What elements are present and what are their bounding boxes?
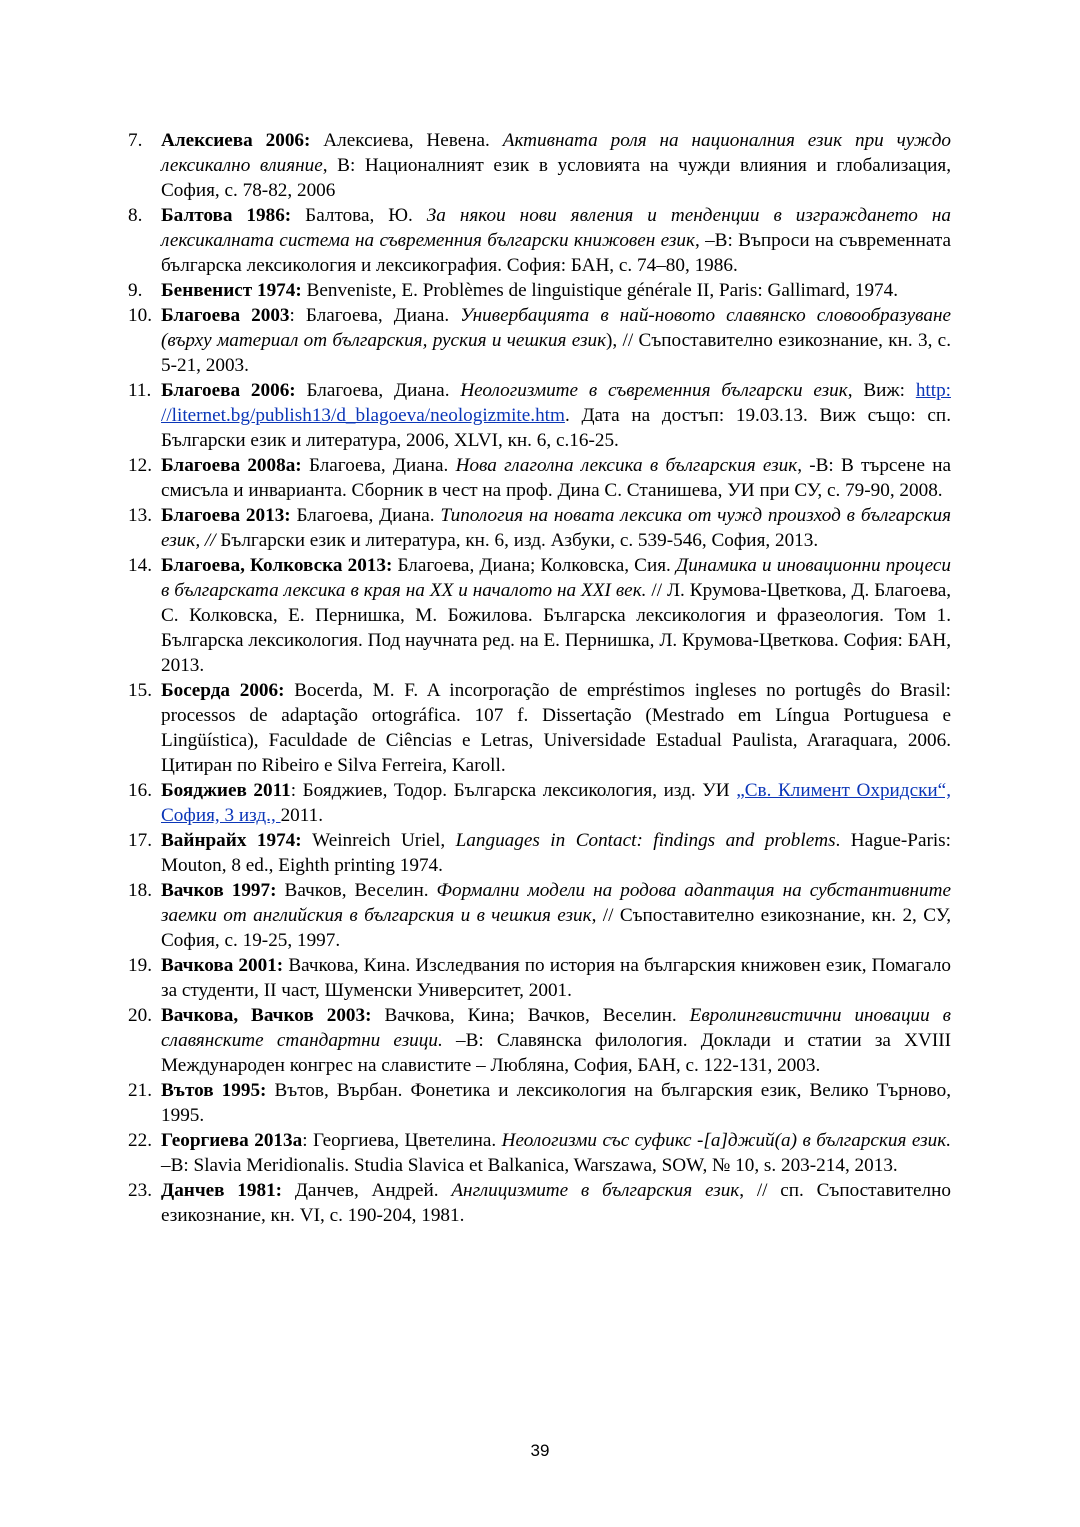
entry-title: Универбацията в най-новото славянско словообразуване (върху материал от българския, руския и чешкия език (161, 305, 952, 351)
entry-title: Languages in Contact: findings and problems (455, 830, 836, 851)
entry-number: 13. (128, 505, 152, 526)
entry-title: Нова глаголна лексика в българския език (455, 455, 798, 476)
entry-citation-key: Вачкова, Вачков 2003: (161, 1005, 372, 1026)
entry-author-text: Балтова, Ю. (291, 205, 427, 226)
entry-publication: Български език и литература, кн. 6, изд. Азбуки, с. 539-546, София, 2013. (215, 530, 819, 551)
entry-author-text: Благоева, Диана. (290, 505, 441, 526)
entry-citation-key: Боcерда 2006: (161, 680, 285, 701)
entry-publication: // Л. Крумова-Цветкова, Д. Благоева, С. Колковска, Е. Пернишка, М. Божилова. Българска лексикология и фразеология. Том 1. Българска лексикология. Под научната ред. на Е. Пернишка, Л. Крумова-Цветкова. София: БАН, 2013. (161, 580, 952, 676)
bibliography-entry (128, 553, 951, 678)
entry-number: 8. (128, 205, 143, 226)
entry-publication: , –В: Въпроси на съвременната българска лексикология и лексикография. София: БАН, с. 74–80, 1986. (161, 230, 951, 276)
entry-citation-key: Благоева 2008а: (161, 455, 302, 476)
entry-title: Активната роля на националния език при чуждо лексикално влияние (161, 130, 951, 176)
entry-number: 10. (128, 305, 152, 326)
entry-number: 17. (128, 830, 152, 851)
entry-title: Англицизмите в българския език (451, 1180, 740, 1201)
entry-number: 20. (128, 1005, 152, 1026)
bibliography-list (128, 128, 951, 1228)
entry-publication: , -В: В търсене на смисъла и инварианта. Сборник в чест на проф. Дина С. Станишева, УИ при СУ, с. 79-90, 2008. (161, 455, 951, 501)
entry-number: 15. (128, 680, 152, 701)
entry-number: 11. (128, 380, 152, 401)
entry-author-text: Благоева, Диана; Колковска, Сия. (392, 555, 676, 576)
bibliography-entry (128, 378, 951, 453)
entry-title: Динамика и иновационни процеси в българската лексика в края на XX и началото на XXI век. (161, 555, 951, 601)
entry-publication: ), // Съпоставително езикознание, кн. 3, с. 5-21, 2003. (161, 330, 951, 376)
entry-publication: –В: Славянска филология. Доклади и статии за XVIII Международен конгрес на славистите – Любляна, София, БАН, с. 122-131, 2003. (161, 1030, 951, 1076)
bibliography-entry (128, 278, 951, 303)
bibliography-entry (128, 203, 951, 278)
entry-publication: , В: Националният език в условията на чужди влияния и глобализация, София, с. 78-82, 2006 (161, 155, 952, 201)
bibliography-entry (128, 778, 951, 828)
entry-author-text: Благоева, Диана. (295, 380, 461, 401)
bibliography-entry (128, 1128, 951, 1178)
entry-citation-key: Алексиева 2006: (161, 130, 311, 151)
entry-number: 9. (128, 280, 143, 301)
bibliography-entry (128, 303, 951, 378)
entry-publication: , Виж: (847, 380, 916, 401)
entry-citation-key: Вачкова 2001: (161, 955, 284, 976)
entry-citation-key: Благоева 2013: (161, 505, 291, 526)
entry-author-text: Благоева, Диана. (301, 455, 456, 476)
entry-citation-key: Бояджиев 2011 (161, 780, 291, 801)
entry-citation-key: Благоева 2006: (161, 380, 296, 401)
entry-citation-key: Вайнрайх 1974: (161, 830, 302, 851)
entry-publication: –В: Slavia Meridionalis. Studia Slavica et Balkanica, Warszawa, SOW, № 10, s. 203-214, 2013. (161, 1155, 898, 1176)
entry-author-text: Вътов, Върбан. Фонетика и лексикология на българския език, Велико Търново, 1995. (161, 1080, 951, 1126)
entry-number: 21. (128, 1080, 152, 1101)
entry-citation-key: Георгиева 2013а (161, 1130, 303, 1151)
entry-number: 23. (128, 1180, 152, 1201)
entry-author-text: Вачкова, Кина. Изследвания по история на българския книжовен език, Помагало за студенти, II част, Шуменски Университет, 2001. (161, 955, 951, 1001)
entry-publication: . Hague-Paris: Mouton, 8 ed., Eighth printing 1974. (161, 830, 951, 876)
entry-title: Формални модели на родова адаптация на субстантивните заемки от английския в българския и в чешкия език (161, 880, 951, 926)
entry-author-text: Алексиева, Невена. (310, 130, 503, 151)
entry-number: 19. (128, 955, 152, 976)
bibliography-entry (128, 878, 951, 953)
entry-author-text: Weinreich Uriel, (301, 830, 456, 851)
bibliography-entry (128, 828, 951, 878)
entry-title: Типология на новата лексика от чужд произход в българския език, // (161, 505, 951, 551)
entry-citation-key: Данчев 1981: (161, 1180, 283, 1201)
entry-citation-key: Благоева, Колковска 2013: (161, 555, 393, 576)
entry-title: Неологизми със суфикс -[а]джий(а) в българския език. (501, 1130, 951, 1151)
entry-citation-key: Вътов 1995: (161, 1080, 267, 1101)
bibliography-entry (128, 1178, 951, 1228)
entry-link[interactable]: „Св. Климент Охридски“, София, 3 изд., (161, 780, 951, 826)
entry-number: 12. (128, 455, 152, 476)
entry-publication: , // сп. Съпоставително езикознание, кн. VI, с. 190-204, 1981. (161, 1180, 951, 1226)
entry-number: 16. (128, 780, 152, 801)
bibliography-entry (128, 1003, 951, 1078)
entry-citation-key: Бенвенист 1974: (161, 280, 302, 301)
entry-author-text: Bocerda, M. F. A incorporação de empréstimos ingleses no portugês do Brasil: processos de adaptação ortográfica. 107 f. Dissertação (Mestrado em Língua Portuguesa e Lingüística), Faculdade de Ciências e Letras, Universidade Estadual Paulista, Araraquara, 2006. Цитиран по Ribeiro e Silva Ferreira, Karoll. (161, 680, 952, 776)
entry-author-text: Benveniste, E. Problèmes de linguistique générale II, Paris: Gallimard, 1974. (301, 280, 899, 301)
entry-number: 22. (128, 1130, 152, 1151)
bibliography-entry (128, 128, 951, 203)
entry-author-text: : Бояджиев, Тодор. Българска лексикология, изд. УИ (290, 780, 737, 801)
entry-title: За някои нови явления и тенденции в изграждането на лексикалната система на съвременния български книжовен език (161, 205, 951, 251)
entry-citation-key: Балтова 1986: (161, 205, 292, 226)
entry-number: 7. (128, 130, 143, 151)
bibliography-entry (128, 1078, 951, 1128)
entry-author-text: Данчев, Андрей. (282, 1180, 452, 1201)
entry-title: Неологизмите в съвременния български език (460, 380, 848, 401)
bibliography-entry (128, 453, 951, 503)
entry-author-text: : Благоева, Диана. (289, 305, 461, 326)
entry-link[interactable]: http: //liternet.bg/publish13/d_blagoeva/neologizmite.htm (161, 380, 951, 426)
entry-citation-key: Вачков 1997: (161, 880, 277, 901)
entry-publication-tail: 2011. (280, 805, 324, 826)
entry-number: 14. (128, 555, 152, 576)
entry-author-text: : Георгиева, Цветелина. (302, 1130, 502, 1151)
entry-publication: , // Съпоставително езикознание, кн. 2, СУ, София, с. 19-25, 1997. (161, 905, 951, 951)
entry-title: Евролингвистични иновации в славянските стандартни езици. (161, 1005, 951, 1051)
bibliography-entry (128, 678, 951, 778)
bibliography-entry (128, 953, 951, 1003)
entry-publication-tail: . Дата на достъп: 19.03.13. Виж също: сп. Български език и литература, 2006, XLVI, кн. 6, с.16-25. (161, 405, 951, 451)
page-number: 39 (530, 1441, 550, 1460)
bibliography-entry (128, 503, 951, 553)
entry-number: 18. (128, 880, 152, 901)
entry-author-text: Вачкова, Кина; Вачков, Веселин. (371, 1005, 690, 1026)
entry-citation-key: Благоева 2003 (161, 305, 290, 326)
entry-author-text: Вачков, Веселин. (276, 880, 437, 901)
